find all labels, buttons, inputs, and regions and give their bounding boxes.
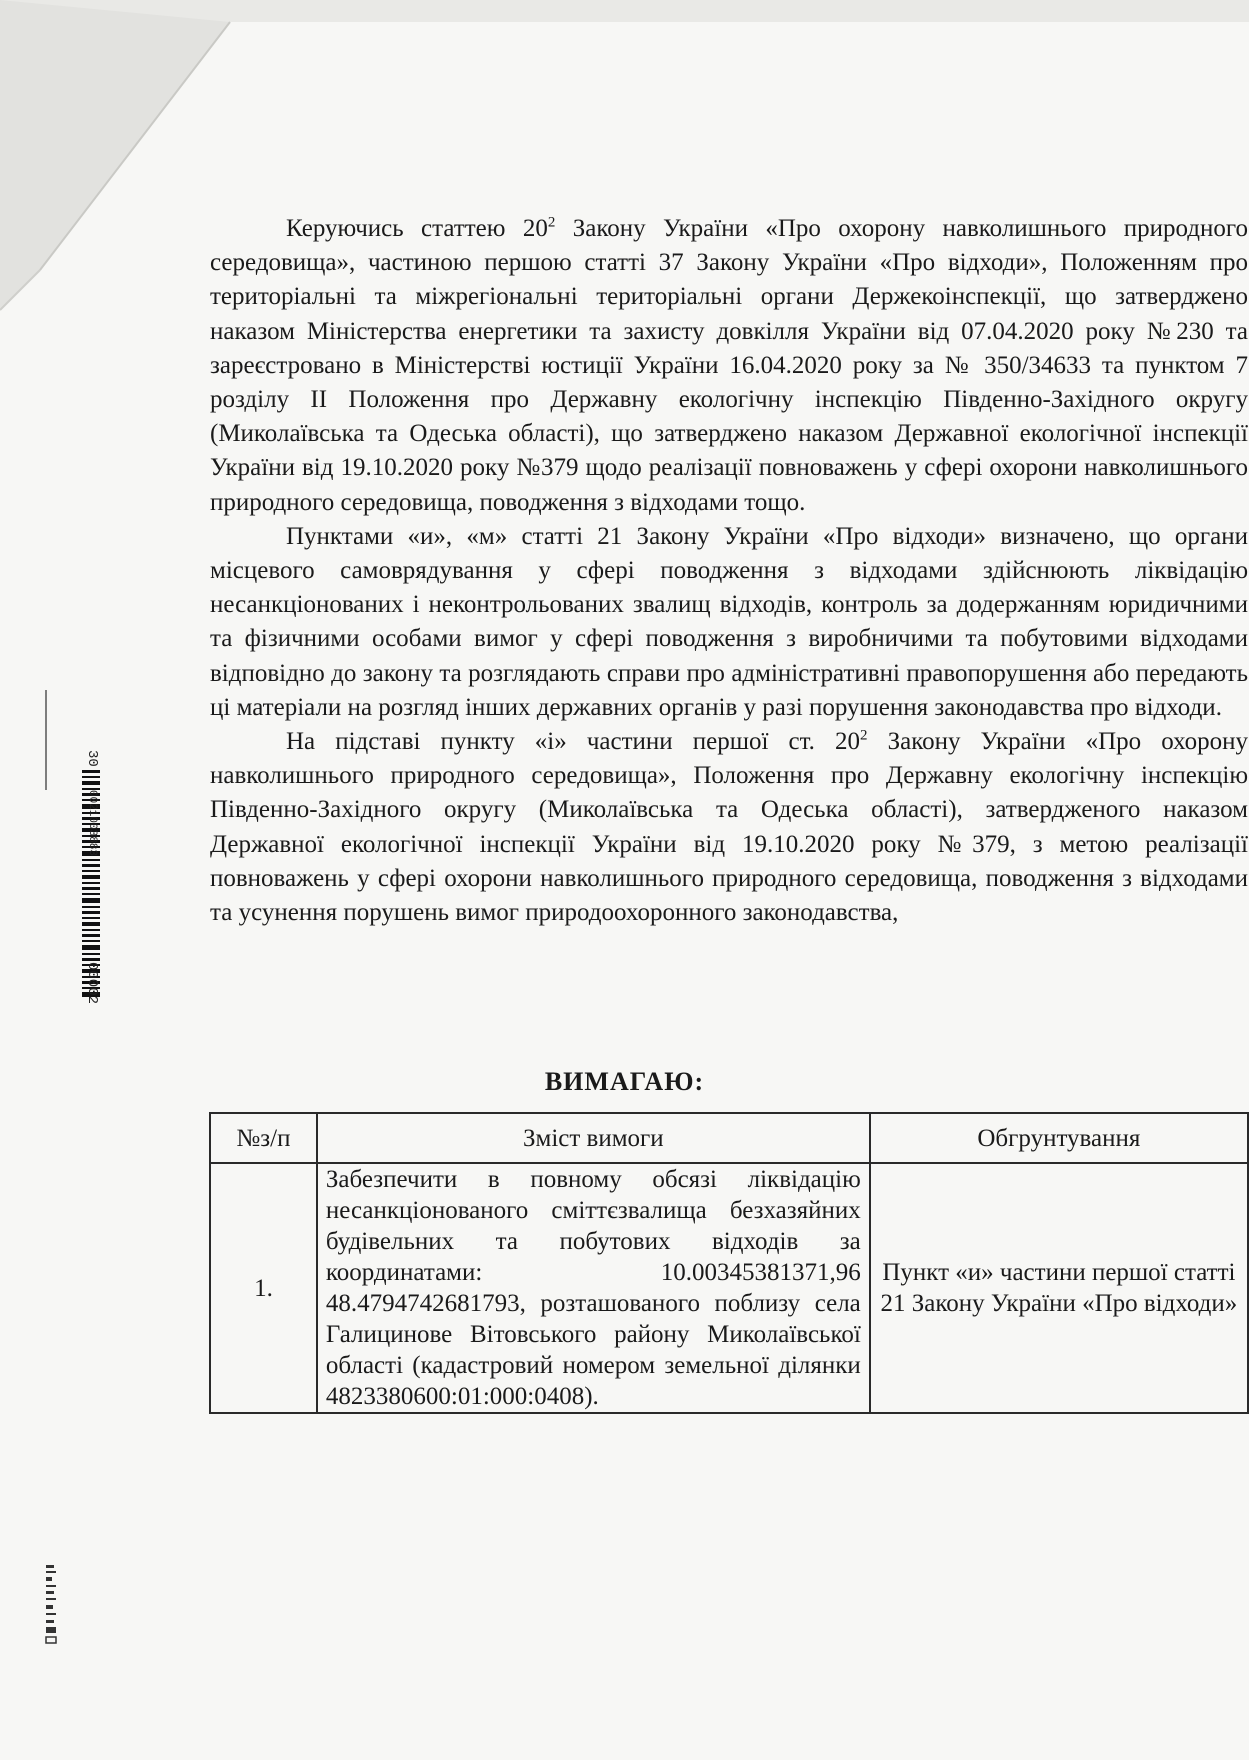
document-body xyxy=(210,212,1248,930)
demand-heading: ВИМАГАЮ: xyxy=(544,1067,705,1096)
superscript: 2 xyxy=(547,214,556,231)
row-content: Забезпечити в повному обсязі ліквідацію несанкціонованого сміттєзвалища безхазяйних будівельних та побутових відходів за координатами: 10.00345381371,96 48.4794742681793, розташованого поблизу села Галицинове Вітовського району Миколаївської області (кадастровий номером земельної ділянки 4823380600:01:000:0408). xyxy=(317,1163,870,1413)
requirements-table xyxy=(209,1112,1249,1414)
barcode xyxy=(70,750,100,1010)
table-row xyxy=(210,1163,1248,1413)
header-basis: Обгрунтування xyxy=(870,1113,1248,1163)
barcode-top-digits: 30 xyxy=(84,750,100,767)
row-number: 1. xyxy=(210,1163,317,1413)
paragraph-legal-basis xyxy=(210,212,1248,520)
paragraph-grounds xyxy=(210,725,1248,930)
barcode-middle-digits: 0021003883 xyxy=(86,790,98,857)
barcode-bottom-digits: 00002 xyxy=(84,962,100,1005)
header-number: №з/п xyxy=(210,1113,317,1163)
side-scan-marks xyxy=(44,1565,58,1645)
text-run: Пунктами «и», «м» статті 21 Закону України «Про відходи» визначено, що органи місцевого самоврядування у сфері поводження з відходами здійснюють ліквідацію несанкціонованих і неконтрольованих звалищ відходів, контроль за додержанням юридичними та фізичними особами вимог у сфері поводження з виробничими та побутовими відходами відповідно до закону та розглядають справи про адміністративні правопорушення або передають ці матеріали на розгляд інших державних органів у разі порушення законодавства про відходи. xyxy=(210,522,1248,721)
table-header-row xyxy=(210,1113,1248,1163)
superscript: 2 xyxy=(859,727,868,744)
text-run: Керуючись статтею 20 xyxy=(286,215,548,242)
row-basis: Пункт «и» частини першої статті 21 Закону України «Про відходи» xyxy=(870,1163,1248,1413)
text-run: Закону України «Про охорону навколишнього природного середовища», частиною першою статті 37 Закону України «Про відходи», Положенням про територіальні та міжрегіональні територіальні органи Держекоінспекції, що затверджено наказом Міністерства енергетики та захисту довкілля України від 07.04.2020 року №230 та зареєстровано в Міністерстві юстиції України 16.04.2020 року за № 350/34633 та пунктом 7 розділу II Положення про Державну екологічну інспекцію Південно-Західного округу (Миколаївська та Одеська області), що затверджено наказом Державної екологічної інспекції України від 19.10.2020 року №379 щодо реалізації повноважень у сфері охорони навколишнього природного середовища, поводження з відходами тощо. xyxy=(210,215,1248,516)
header-content: Зміст вимоги xyxy=(317,1113,870,1163)
text-run: Закону України «Про охорону навколишнього природного середовища», Положення про Державну екологічну інспекцію Південно-Західного округу (Миколаївська та Одеська області), затвердженого наказом Державної екологічної інспекції України від 19.10.2020 року №379, з метою реалізації повноважень у сфері охорони навколишнього природного середовища, поводження з відходами та усунення порушень вимог природоохоронного законодавства, xyxy=(210,728,1249,927)
text-run: На підставі пункту «і» частини першої ст. 20 xyxy=(286,728,860,756)
paragraph-local-authorities xyxy=(210,520,1248,725)
